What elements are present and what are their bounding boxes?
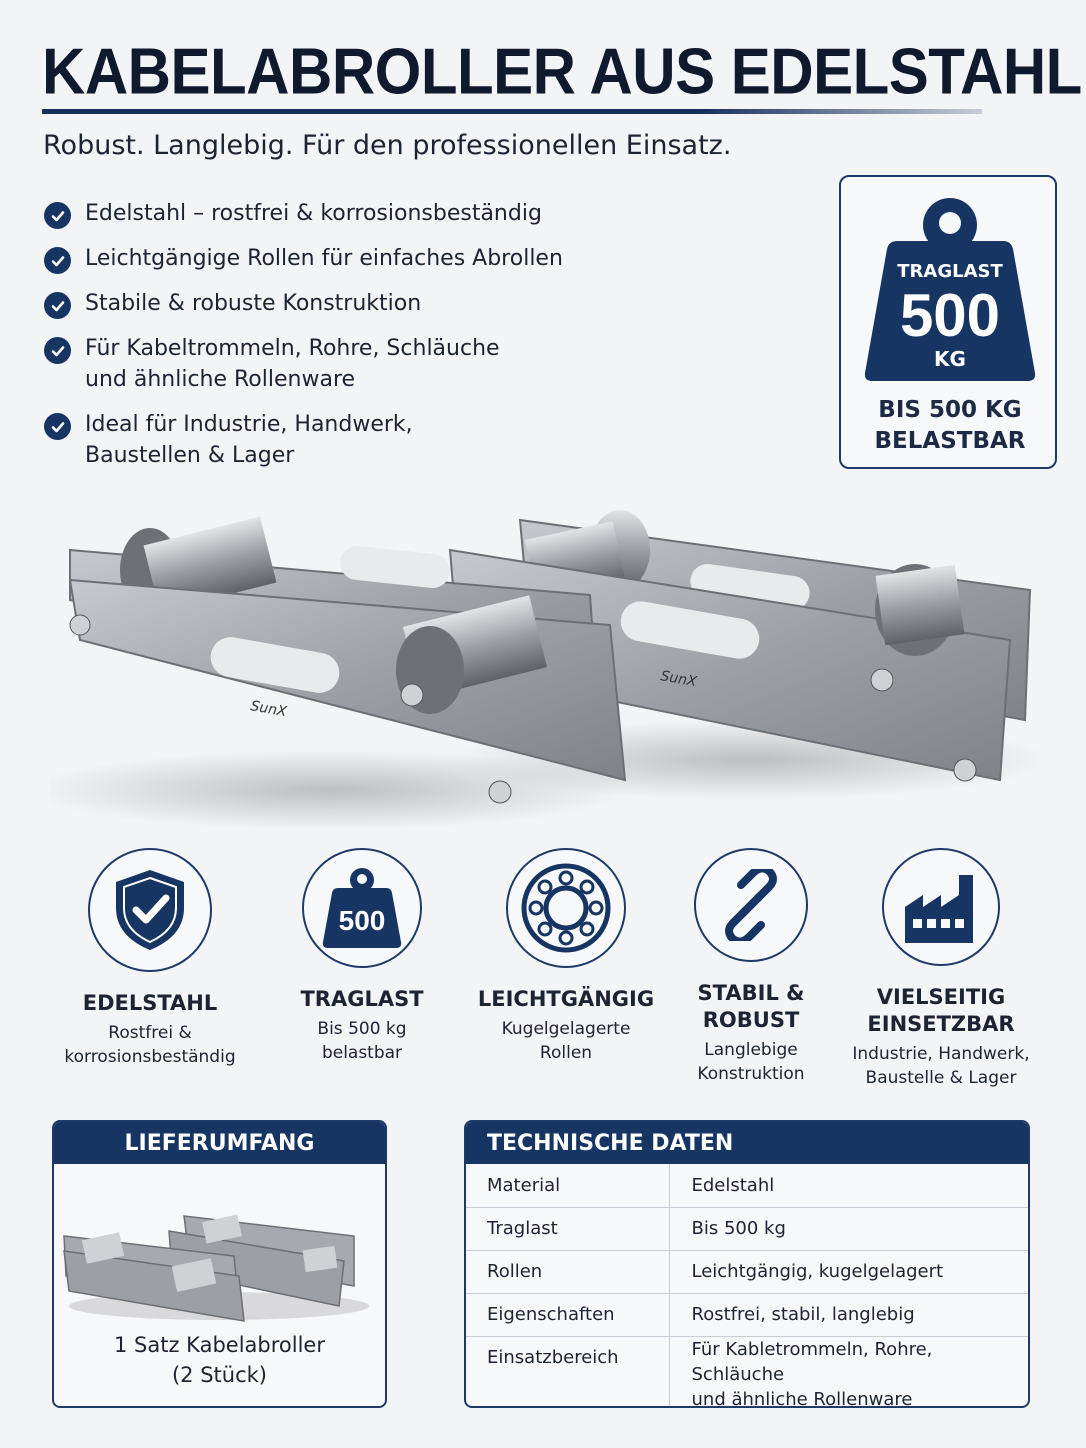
- svg-text:SunX: SunX: [659, 668, 698, 691]
- page-title: KABELABROLLER AUS EDELSTAHL: [42, 35, 1082, 108]
- factory-icon: [903, 871, 979, 943]
- feature-item: [44, 243, 604, 274]
- tech-key: Rollen: [466, 1250, 669, 1293]
- tech-value: Rostfrei, stabil, langlebig: [669, 1293, 1028, 1336]
- scope-heading: LIEFERUMFANG: [54, 1122, 385, 1164]
- load-caption: BIS 500 KG BELASTBAR: [874, 397, 1026, 454]
- feature-text: Ideal für Industrie, Handwerk, Baustellen & Lager: [85, 412, 413, 468]
- load-label: TRAGLAST: [897, 261, 1003, 282]
- svg-text:SunX: SunX: [249, 698, 288, 721]
- tech-key: Material: [466, 1164, 669, 1207]
- feature-text: Edelstahl – rostfrei & korrosionsbeständig: [85, 201, 542, 226]
- technical-data-panel: [464, 1120, 1030, 1408]
- scope-product-image: [54, 1176, 385, 1326]
- check-icon: [44, 247, 71, 274]
- icon-card-stabil: [666, 848, 836, 1086]
- ball-bearing-icon: [521, 863, 611, 953]
- icon-card-traglast: [262, 848, 462, 1065]
- tech-key: Traglast: [466, 1207, 669, 1250]
- table-row: [466, 1207, 1028, 1250]
- icon-title: LEICHTGÄNGIG: [477, 987, 655, 1011]
- svg-text:500: 500: [338, 905, 386, 936]
- tech-value: Bis 500 kg: [669, 1207, 1028, 1250]
- tech-heading: TECHNISCHE DATEN: [466, 1122, 1028, 1164]
- icon-circle: [882, 848, 1000, 966]
- tech-table: [466, 1164, 1028, 1408]
- tech-key: Eigenschaften: [466, 1293, 669, 1336]
- icon-title: STABIL & ROBUST: [697, 981, 805, 1032]
- product-image: [50, 480, 1040, 840]
- feature-list: [44, 198, 604, 485]
- title-underline: [42, 109, 982, 114]
- icon-description: Langlebige Konstruktion: [697, 1040, 805, 1084]
- check-icon: [44, 292, 71, 319]
- icon-circle: [302, 848, 422, 968]
- load-unit: KG: [934, 347, 966, 371]
- scope-caption: 1 Satz Kabelabroller (2 Stück): [114, 1333, 325, 1387]
- check-icon: [44, 337, 71, 364]
- icon-description: Kugelgelagerte Rollen: [501, 1019, 631, 1063]
- icon-title: TRAGLAST: [300, 987, 424, 1011]
- table-row: [466, 1336, 1028, 1408]
- feature-item: [44, 288, 604, 319]
- icon-circle: [694, 848, 808, 962]
- check-icon: [44, 202, 71, 229]
- icon-title: VIELSEITIG EINSETZBAR: [867, 985, 1015, 1036]
- tech-value: Edelstahl: [669, 1164, 1028, 1207]
- icon-description: Bis 500 kg belastbar: [317, 1019, 407, 1063]
- icon-title: EDELSTAHL: [82, 991, 218, 1015]
- load-capacity-badge: [839, 175, 1057, 469]
- icon-card-leichtgaengig: [466, 848, 666, 1065]
- check-icon: [44, 413, 71, 440]
- icon-circle: [88, 848, 212, 972]
- load-value: 500: [899, 282, 1001, 349]
- icon-description: Industrie, Handwerk, Baustelle & Lager: [852, 1044, 1030, 1088]
- feature-item: [44, 409, 604, 471]
- tech-value: Leichtgängig, kugelgelagert: [669, 1250, 1028, 1293]
- feature-text: Stabile & robuste Konstruktion: [85, 291, 422, 316]
- tech-value: Für Kabletrommeln, Rohre, Schläuche und ähnliche Rollenware: [691, 1338, 933, 1408]
- feature-text: Leichtgängige Rollen für einfaches Abrollen: [85, 246, 563, 271]
- table-row: [466, 1250, 1028, 1293]
- scope-of-delivery-panel: [52, 1120, 387, 1408]
- icon-description: Rostfrei & korrosionsbeständig: [64, 1023, 236, 1067]
- feature-icon-row: [0, 848, 1086, 1098]
- table-row: [466, 1293, 1028, 1336]
- shield-check-icon: [114, 868, 186, 952]
- feature-item: [44, 198, 604, 229]
- page-subtitle: Robust. Langlebig. Für den professionellen Einsatz.: [43, 130, 732, 161]
- table-row: [466, 1164, 1028, 1207]
- icon-circle: [506, 848, 626, 968]
- icon-card-edelstahl: [50, 848, 250, 1069]
- tech-key: Einsatzbereich: [466, 1336, 669, 1408]
- icon-card-vielseitig: [836, 848, 1046, 1090]
- weight-icon: [322, 866, 402, 950]
- feature-item: [44, 333, 604, 395]
- feature-text: Für Kabeltrommeln, Rohre, Schläuche und ähnliche Rollenware: [85, 336, 500, 392]
- chain-link-icon: [715, 869, 787, 941]
